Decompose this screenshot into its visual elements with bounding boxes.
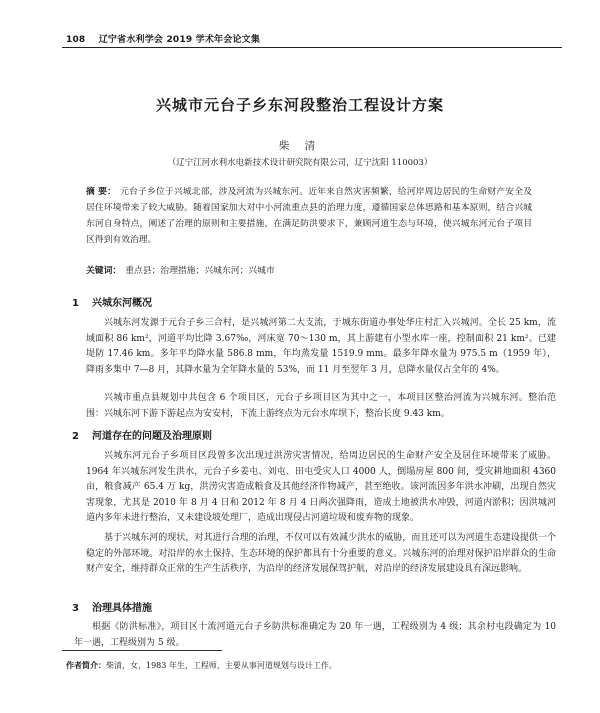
section-heading xyxy=(72,599,152,614)
header-divider xyxy=(62,47,562,48)
paragraph: 根据《防洪标准》，项目区十流河道元台子乡防洪标准确定为 20 年一遇，工程级别为 4 级；其余村屯段确定为 10 年一遇，工程级别为 5 级。 xyxy=(74,622,556,648)
author-footnote xyxy=(66,660,337,671)
page-number: 108 xyxy=(66,35,86,45)
footnote-text: 柴清，女，1983 年生，工程师，主要从事河道规划与设计工作。 xyxy=(106,661,337,670)
footnote-divider xyxy=(62,650,222,651)
section-number: 2 xyxy=(72,431,79,442)
footnote-label: 作者简介： xyxy=(66,661,106,670)
keywords xyxy=(86,263,532,276)
paragraph: 兴城东河元台子乡项目区段曾多次出现过洪涝灾害情况，给周边居民的生命财产安全及居住环境带来了威胁。1964 年兴城东河发生洪水，元台子乡姜屯、刘屯、田屯受灾人口 4000 人，倒塌房屋 800 间，受灾耕地面积 4360 亩，粮食减产 65.4 万 kg，洪涝灾害造成粮食及其他经济作物减产，甚至绝收。该河流因多年洪水冲刷，出现自然灾害现象，尤其是 2010 年 8 月 4 日和 2012 年 8 月 4 日两次强降雨，造成土地被洪水冲毁，河道内淤积；因洪城河道内多年未进行整治，又未建设坡处理厂，造成出现侵占河道垃圾和废弃物的现象。 xyxy=(86,451,556,523)
keywords-label: 关键词： xyxy=(86,266,122,276)
section-heading xyxy=(72,427,212,442)
paper-title: 兴城市元台子乡东河段整治工程设计方案 xyxy=(155,96,444,114)
section-title: 河道存在的问题及治理原则 xyxy=(92,431,212,442)
abstract-text: 元台子乡位于兴城北部，涉及河流为兴城东河。近年来自然灾害频繁，给河岸周边居民的生命财产安全及居住环境带来了较大威胁。随着国家加大对中小河流重点县的治理力度，遵循国家总体思路和基本原则，结合兴城东河自身特点，阐述了治理的原则和主要措施，在满足防洪要求下，兼顾河道生态与环境，使兴城东河元台子项目区得到有效治理。 xyxy=(86,187,532,245)
section-title: 兴城东河概况 xyxy=(92,298,152,309)
keywords-text: 重点县；治理措施；兴城东河；兴城市 xyxy=(125,266,275,276)
journal-name: 辽宁省水利学会 2019 学术年会论文集 xyxy=(98,35,261,45)
author-name: 柴 清 xyxy=(278,140,322,152)
paragraph: 基于兴城东河的现状，对其进行合理的治理，不仅可以有效减少洪水的威胁，而且还可以为河道生态建设提供一个稳定的外部环境。对沿岸的水土保持、生态环境的保护都具有十分重要的意义。兴城东河的治理对保护沿岸群众的生命财产安全，维持群众正常的生产生活秩序，为沿岸的经济发展保驾护航，对沿岸的经济发展建设具有深远影响。 xyxy=(86,533,556,574)
abstract-label: 摘 要： xyxy=(86,187,117,197)
running-header xyxy=(66,32,260,45)
paragraph: 兴城东河发源于元台子乡三合村，是兴城河第二大支流，于城东街道办事处华庄村汇入兴城河。全长 25 km，流域面积 86 km²，河道平均比降 3.67‰，河床宽 70～130 m，其上游建有小型水库一座，控制面积 21 km²。已建堤防 17.46 km。多年平均降水量 586.8 mm，年均蒸发量 1519.9 mm。最多年降水量为 975.5 m（1959 年），降雨多集中 7—8 月，其降水量为全年降水量的 53%，而 11 月至翌年 3 月，总降水量仅占全年的 4%。 xyxy=(86,318,556,375)
section-number: 1 xyxy=(72,298,79,309)
section-heading xyxy=(72,294,152,309)
author-affiliation: （辽宁江河水利水电新技术设计研究院有限公司，辽宁沈阳 110003） xyxy=(167,158,433,168)
section-number: 3 xyxy=(72,603,79,614)
section-title: 治理具体措施 xyxy=(92,603,152,614)
paragraph: 兴城市重点县规划中共包含 6 个项目区，元台子乡项目区为其中之一，本项目区整治河流为兴城东河。整治范围：兴城东河下游下游起点为安安村，下流上游终点为元台水库坝下，整治长度 9.43 km。 xyxy=(86,393,556,419)
abstract xyxy=(86,184,532,248)
